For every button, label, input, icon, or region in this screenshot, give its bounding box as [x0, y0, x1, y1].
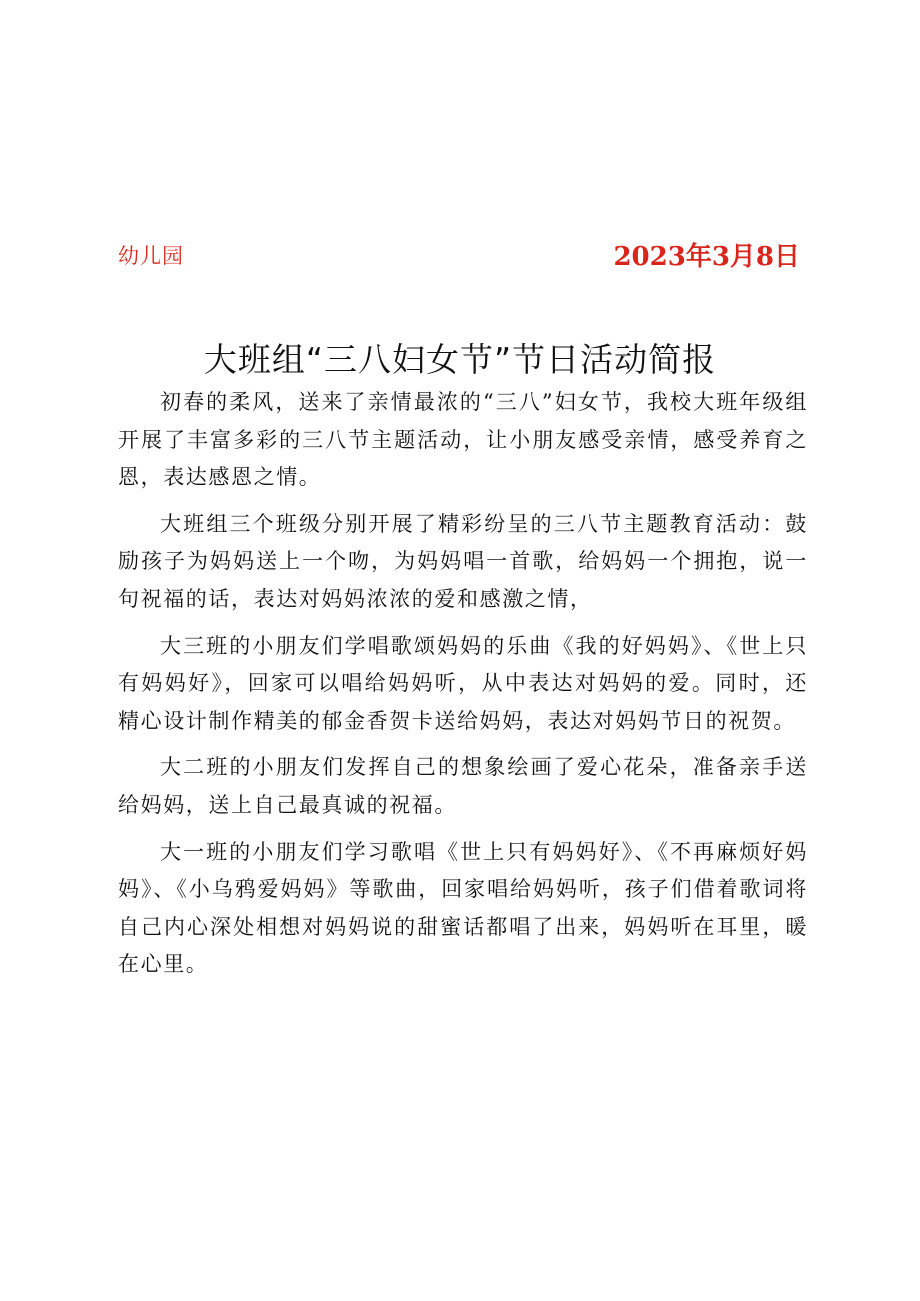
report-date: 2023年3月8日: [613, 242, 800, 272]
document-title: 大班组“三八妇女节”节日活动简报: [203, 340, 717, 379]
paragraph: 大二班的小朋友们发挥自己的想象绘画了爱心花朵，准备亲手送给妈妈，送上自己最真诚的祝福。: [118, 755, 808, 817]
header-row: [118, 236, 800, 276]
organization-name: 幼儿园: [118, 244, 184, 268]
paragraph: 大班组三个班级分别开展了精彩纷呈的三八节主题教育活动：鼓励孩子为妈妈送上一个吻，为妈妈唱一首歌，给妈妈一个拥抱，说一句祝福的话，表达对妈妈浓浓的爱和感激之情，: [118, 511, 808, 611]
paragraph: 初春的柔风，送来了亲情最浓的“三八”妇女节，我校大班年级组开展了丰富多彩的三八节主题活动，让小朋友感受亲情，感受养育之恩，表达感恩之情。: [118, 390, 808, 490]
document-body: [118, 384, 808, 993]
paragraph: 大一班的小朋友们学习歌唱《世上只有妈妈好》、《不再麻烦好妈妈》、《小乌鸦爱妈妈》等歌曲，回家唱给妈妈听，孩子们借着歌词将自己内心深处相想对妈妈说的甜蜜话都唱了出来，妈妈听在耳里，暖在心里。: [118, 839, 808, 977]
paragraph: 大三班的小朋友们学唱歌颂妈妈的乐曲《我的好妈妈》、《世上只有妈妈好》，回家可以唱给妈妈听，从中表达对妈妈的爱。同时，还精心设计制作精美的郁金香贺卡送给妈妈，表达对妈妈节日的祝贺。: [118, 633, 808, 733]
